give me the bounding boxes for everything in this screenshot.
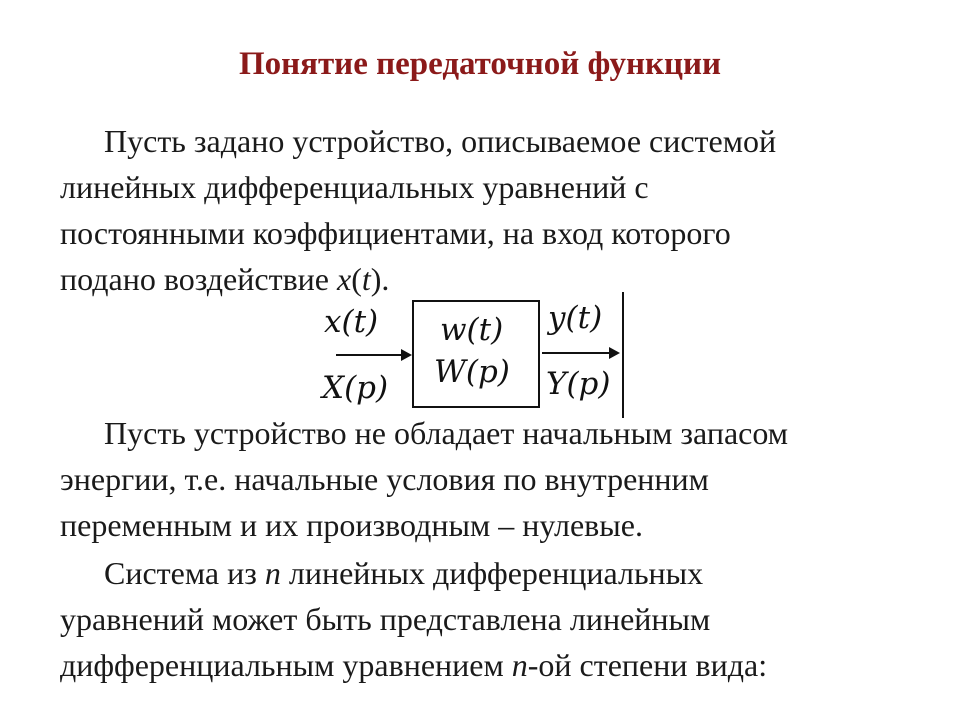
output-time-label: y(t): [548, 300, 603, 336]
input-arrow: [336, 354, 410, 356]
paragraph-line: Пусть задано устройство, описываемое системой: [104, 123, 777, 159]
paragraph-line: линейных дифференциальных уравнений с: [60, 169, 649, 205]
input-laplace-label: X(p): [322, 370, 389, 406]
transfer-function-block: [412, 300, 540, 408]
paragraph-line: переменным и их производным – нулевые.: [60, 507, 643, 543]
output-arrow: [542, 352, 618, 354]
block-time-label: w(t): [440, 312, 504, 348]
text-fragment: дифференциальным уравнением: [60, 647, 512, 683]
math-variable-n: n: [511, 647, 528, 683]
math-variable-x: x: [337, 261, 352, 297]
text-fragment: ).: [370, 261, 390, 297]
paragraph-initial-conditions: [60, 410, 910, 548]
block-diagram: [322, 290, 632, 420]
output-boundary-line: [622, 292, 624, 418]
paragraph-system-equation: [60, 550, 910, 688]
math-variable-t: t: [361, 261, 371, 297]
text-fragment: подано воздействие: [60, 261, 337, 297]
text-fragment: линейных дифференциальных: [280, 555, 704, 591]
slide-title: Понятие передаточной функции: [238, 46, 722, 82]
paragraph-device-description: [60, 118, 910, 302]
output-laplace-label: Y(p): [546, 366, 611, 402]
text-fragment: -ой степени вида:: [527, 647, 768, 683]
block-laplace-label: W(p): [434, 354, 510, 390]
paragraph-line: уравнений может быть представлена линейным: [60, 601, 711, 637]
paragraph-line: энергии, т.е. начальные условия по внутренним: [60, 461, 709, 497]
math-variable-n: n: [264, 555, 281, 591]
paragraph-line: Пусть устройство не обладает начальным запасом: [104, 415, 788, 451]
text-fragment: Система из: [104, 555, 265, 591]
paragraph-line: постоянными коэффициентами, на вход которого: [60, 215, 731, 251]
paragraph-line: [60, 642, 910, 688]
text-fragment: (: [351, 261, 362, 297]
input-time-label: x(t): [324, 304, 379, 340]
paragraph-line: [60, 550, 910, 596]
